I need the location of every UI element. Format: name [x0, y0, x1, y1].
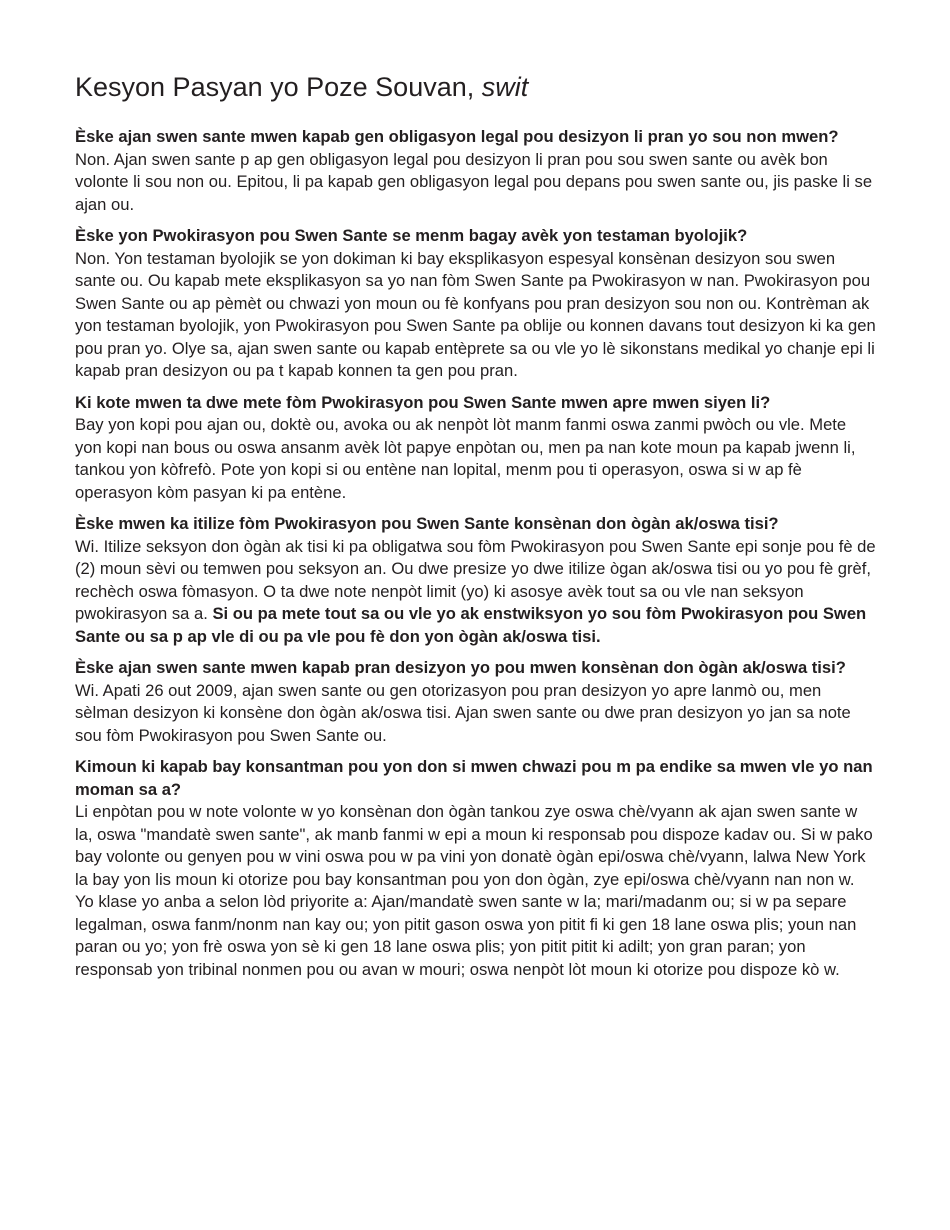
faq-question: Kimoun ki kapab bay konsantman pou yon don si mwen chwazi pou m pa endike sa mwen vle yo nan moman sa a? [75, 757, 873, 799]
faq-item [75, 513, 876, 648]
faq-answer: Wi. Apati 26 out 2009, ajan swen sante ou gen otorizasyon pou pran desizyon yo apre lanmò ou, men sèlman desizyon ki konsène don ògàn ak/oswa tisi. Ajan swen sante ou dwe pran desizyon yo jan sa note sou fòm Pwokirasyon pou Swen Sante ou. [75, 680, 851, 745]
faq-answer: Li enpòtan pou w note volonte w yo konsènan don ògàn tankou zye oswa chè/vyann ak ajan swen sante w la, oswa "mandatè swen sante", ak manb fanmi w epi a moun ki responsab pou dispoze kadav ou. Si w pako bay volonte ou genyen pou w vini oswa pou w pa vini yon donatè ògàn epi/oswa chè/vyann, lalwa New York la bay yon lis moun ki otorize pou bay konsantman pou yon don ògàn, zye epi/oswa chè/vyann nan non w. Yo klase yo anba a selon lòd priyorite a: Ajan/mandatè swen sante w la; mari/madanm ou; si w pa separe legalman, oswa fanm/nonm nan kay ou; yon pitit gason oswa yon pitit fi ki gen 18 lane oswa plis; youn nan paran ou yo; yon frè oswa yon sè ki gen 18 lane oswa plis; yon pitit pitit ki adilt; yon gran paran; yon responsab yon tribinal nonmen pou ou avan w mouri; oswa nenpòt lòt moun ki otorize pou dispoze kò w. [75, 802, 873, 979]
faq-answer-emphasis: Si ou pa mete tout sa ou vle yo ak enstwiksyon yo sou fòm Pwokirasyon pou Swen Sante ou sa p ap vle di ou pa vle pou fè don yon ògàn ak/oswa tisi. [75, 604, 867, 646]
faq-item [75, 392, 876, 505]
faq-answer: Non. Ajan swen sante p ap gen obligasyon legal pou desizyon li pran pou sou swen sante ou avèk bon volonte li sou non ou. Epitou, li pa kapab gen obligasyon legal pou depans pou swen sante ou, jis paske li se ajan ou. [75, 149, 873, 214]
faq-question: Èske ajan swen sante mwen kapab gen obligasyon legal pou desizyon li pran yo sou non mwen? [75, 127, 839, 146]
faq-question: Èske yon Pwokirasyon pou Swen Sante se menm bagay avèk yon testaman byolojik? [75, 226, 748, 245]
faq-item [75, 225, 876, 383]
faq-item [75, 126, 876, 216]
faq-answer: Non. Yon testaman byolojik se yon dokiman ki bay eksplikasyon espesyal konsènan desizyon sou swen sante ou. Ou kapab mete eksplikasyon sa yo nan fòm Swen Sante pa Pwokirasyon w nan. Pwokirasyon pou Swen Sante ou ap pèmèt ou chwazi yon moun ou fè konfyans pou pran desizyon sou non ou. Kontrèman ak yon testaman byolojik, yon Pwokirasyon pou Swen Sante pa oblije ou konnen davans tout desizyon ki ka gen pou pran yo. Olye sa, ajan swen sante ou kapab entèprete sa ou vle yo lè sikonstans medikal yo chanje epi li kapab pran desizyon ou pa t kapab konnen ta gen pou pran. [75, 248, 876, 380]
faq-answer [75, 536, 876, 649]
faq-answer-text: Wi. Itilize seksyon don ògàn ak tisi ki pa obligatwa sou fòm Pwokirasyon pou Swen Sante epi sonje pou fè de (2) moun sèvi ou temwen pou seksyon an. Ou dwe presize yo dwe itilize ògan ak/oswa tisi ou yo pou fè grèf, rechèch oswa fòmasyon. O ta dwe note nenpòt limit (yo) ki asosye avèk tout sa ou vle nan seksyon pwokirasyon sa a. [75, 536, 876, 623]
faq-item [75, 657, 876, 747]
faq-question: Èske ajan swen sante mwen kapab pran desizyon yo pou mwen konsènan don ògàn ak/oswa tisi? [75, 658, 846, 677]
page-title [75, 70, 876, 104]
faq-question: Ki kote mwen ta dwe mete fòm Pwokirasyon pou Swen Sante mwen apre mwen siyen li? [75, 392, 771, 412]
faq-item [75, 756, 876, 981]
faq-answer: Bay yon kopi pou ajan ou, doktè ou, avoka ou ak nenpòt lòt manm fanmi oswa zanmi pwòch ou vle. Mete yon kopi nan bous ou oswa ansanm avèk lòt papye enpòtan ou, men pa nan kote moun pa kapab jwenn li, tankou yon kòfrefò. Pote yon kopi si ou entène nan lopital, menm pou ti operasyon, oswa si w ap fè operasyon kòm pasyan ki pa entène. [75, 415, 856, 502]
page-title-suffix: swit [481, 72, 529, 102]
faq-question: Èske mwen ka itilize fòm Pwokirasyon pou Swen Sante konsènan don ògàn ak/oswa tisi? [75, 514, 779, 533]
page-title-main: Kesyon Pasyan yo Poze Souvan, [75, 72, 482, 102]
